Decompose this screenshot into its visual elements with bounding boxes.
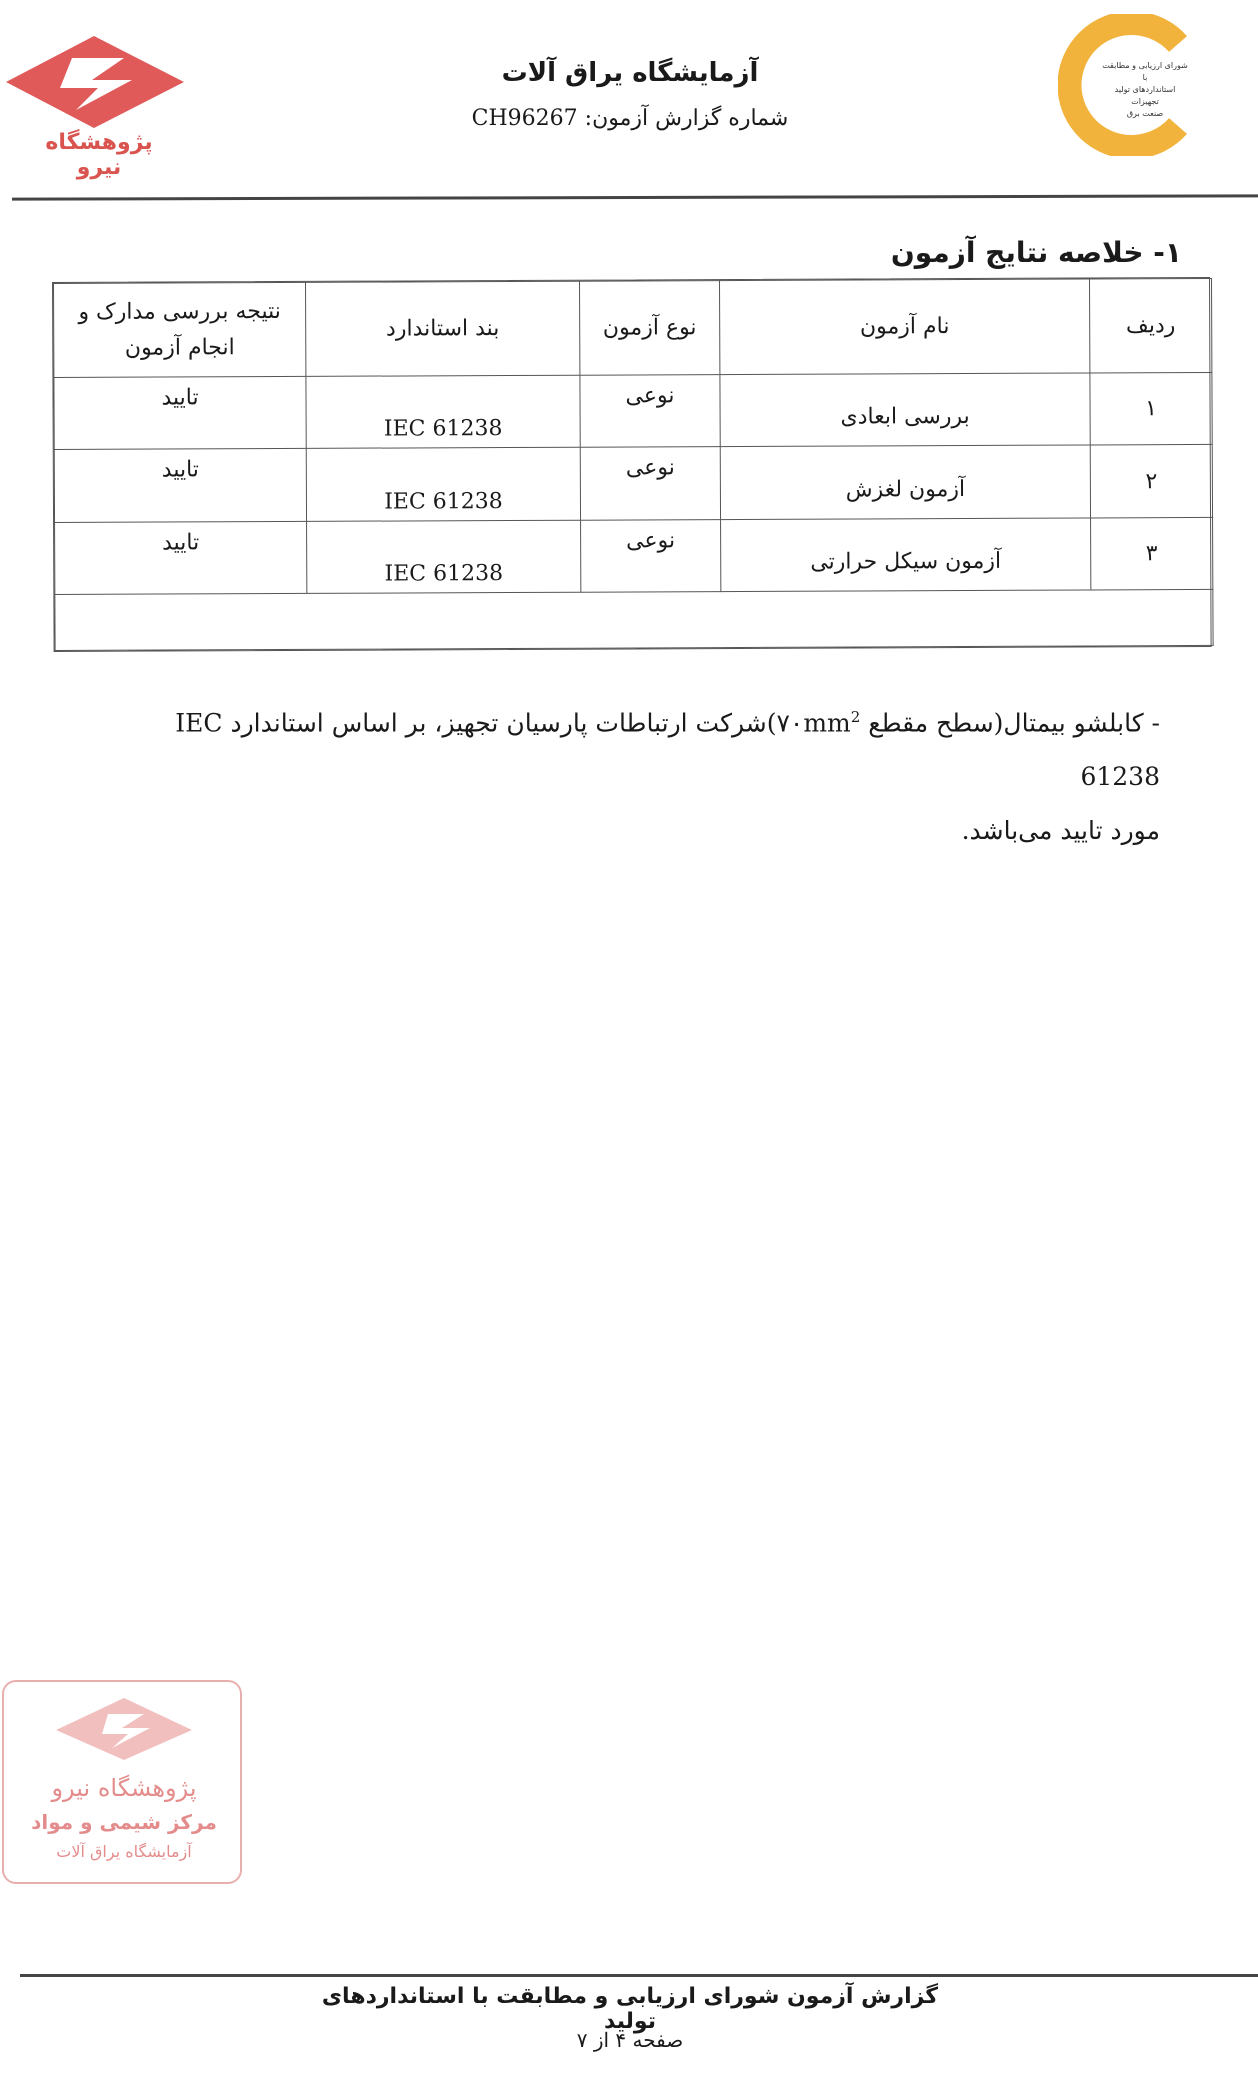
standard-clause: IEC 61238 (306, 448, 580, 521)
header-result-line: انجام آزمون (124, 334, 235, 361)
test-result: تایید (55, 521, 307, 594)
council-logo-line: شورای ارزیابی و مطابقت با (1102, 61, 1188, 82)
footer-title: گزارش آزمون شورای ارزیابی و مطابقت با استانداردهای تولید (321, 1984, 939, 2034)
header-divider (12, 194, 1258, 200)
test-name: آزمون لغزش (720, 445, 1090, 519)
approval-statement (100, 690, 1160, 858)
standard-clause: IEC 61238 (307, 520, 581, 593)
stamp-line-institute: پژوهشگاه نیرو (51, 1774, 197, 1802)
empty-cell (55, 589, 1213, 650)
stamp-line-lab: آزمایشگاه یراق آلات (56, 1842, 192, 1861)
approval-text-start: - کابلشو بیمتال(سطح مقطع (860, 708, 1160, 738)
approval-line-2: مورد تایید می‌باشد. (961, 816, 1160, 846)
approval-text-end: )شرکت ارتباطات پارسیان تجهیز، بر اساس استاندارد IEC 61238 (175, 708, 1160, 792)
footer-divider (20, 1974, 1258, 1977)
header-test-type: نوع آزمون (580, 281, 720, 376)
table-row (54, 445, 1212, 522)
lab-title: آزمایشگاه یراق آلات (501, 58, 759, 88)
stamp-line-center: مرکز شیمی و مواد (31, 1810, 217, 1834)
stamp-emblem-icon (4, 1694, 244, 1764)
table-row (55, 517, 1213, 594)
header-result-line: نتیجه بررسی مدارک و (78, 298, 281, 325)
test-type: نوعی (580, 375, 720, 448)
test-result: تایید (54, 449, 306, 522)
unit-exponent: 2 (850, 708, 861, 726)
approval-line-1 (100, 690, 1160, 804)
row-number: ۱ (1090, 373, 1212, 446)
header-test-name: نام آزمون (720, 279, 1090, 375)
lightning-emblem-icon (6, 30, 184, 130)
test-results-table (52, 277, 1212, 652)
table-row (54, 373, 1212, 450)
cross-section-unit: ۷۰mm (776, 708, 851, 738)
page-number: صفحه ۴ از ۷ (576, 2028, 684, 2052)
council-logo-line: استانداردهای تولید تجهیزات (1114, 85, 1176, 106)
test-name: بررسی ابعادی (720, 373, 1090, 447)
laboratory-stamp (2, 1680, 242, 1884)
niroo-research-institute-logo (6, 30, 184, 180)
section-heading: ۱- خلاصه نتایج آزمون (890, 236, 1182, 269)
test-type: نوعی (581, 519, 721, 592)
header-row-number: ردیف (1089, 278, 1211, 373)
report-number: شماره گزارش آزمون: CH96267 (471, 106, 789, 131)
standards-council-logo (1058, 14, 1198, 156)
council-logo-line: صنعت برق (1126, 109, 1164, 118)
row-number: ۲ (1090, 445, 1212, 518)
header-standard-clause: بند استاندارد (306, 281, 580, 376)
row-number: ۳ (1091, 517, 1213, 590)
header-result (54, 282, 306, 377)
logo-caption: پژوهشگاه نیرو (45, 130, 153, 180)
test-type: نوعی (580, 447, 720, 520)
table-empty-row (55, 589, 1213, 650)
standard-clause: IEC 61238 (306, 375, 580, 448)
test-result: تایید (54, 377, 306, 450)
test-name: آزمون سیکل حرارتی (721, 518, 1091, 592)
table-header-row (54, 278, 1212, 377)
